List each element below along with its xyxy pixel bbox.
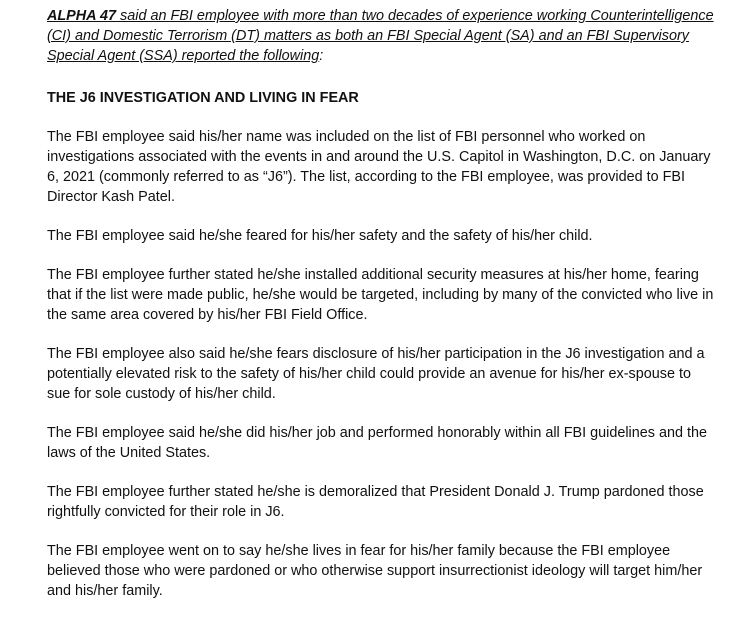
paragraph: The FBI employee said he/she feared for his/her safety and the safety of his/her child.	[47, 228, 593, 244]
document-body	[47, 6, 717, 620]
paragraph: The FBI employee said he/she did his/her job and performed honorably within all FBI guidelines and the laws of the United States.	[47, 425, 707, 461]
paragraph: The FBI employee further stated he/she is demoralized that President Donald J. Trump pardoned those rightfully convicted for their role in J6.	[47, 484, 704, 520]
intro-text: said an FBI employee with more than two decades of experience working Counterintelligence (CI) and Domestic Terrorism (DT) matters as both an FBI Special Agent (SA) and an FBI Supervisory Special Agent (SSA) reported the following	[47, 8, 714, 64]
paragraph: The FBI employee also said he/she fears disclosure of his/her participation in the J6 investigation and a potentially elevated risk to the safety of his/her child could provide an avenue for his/her ex-spouse to sue for sole custody of his/her child.	[47, 346, 705, 402]
paragraph: The FBI employee further stated he/she installed additional security measures at his/her home, fearing that if the list were made public, he/she would be targeted, including by many of the convicted who live in the same area covered by his/her FBI Field Office.	[47, 267, 714, 323]
source-name: ALPHA 47	[47, 8, 117, 24]
paragraph: The FBI employee said his/her name was included on the list of FBI personnel who worked on investigations associated with the events in and around the U.S. Capitol in Washington, D.C. on January 6, 2021 (commonly referred to as “J6”). The list, according to the FBI employee, was provided to FBI Director Kash Patel.	[47, 129, 711, 205]
section-heading: THE J6 INVESTIGATION AND LIVING IN FEAR	[47, 90, 359, 106]
intro-colon: :	[319, 48, 324, 64]
paragraph: The FBI employee went on to say he/she lives in fear for his/her family because the FBI employee believed those who were pardoned or who otherwise support insurrectionist ideology will target him/her and his/her family.	[47, 543, 703, 599]
intro-statement	[47, 6, 717, 66]
